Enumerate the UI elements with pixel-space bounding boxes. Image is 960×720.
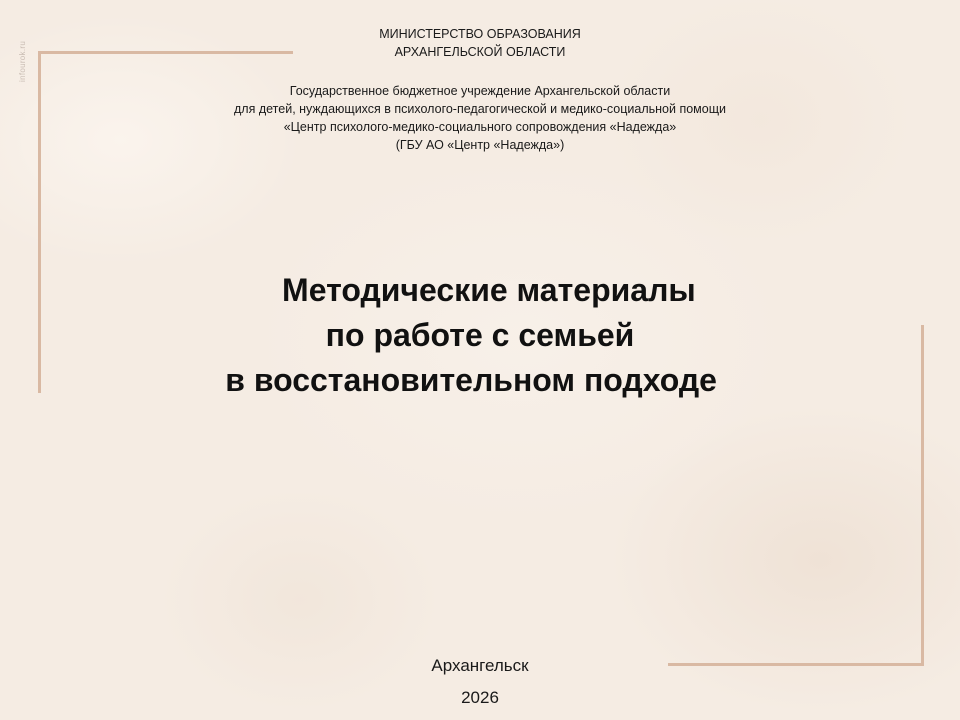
footer-block	[0, 650, 960, 714]
ministry-line-1: МИНИСТЕРСТВО ОБРАЗОВАНИЯ	[379, 27, 581, 41]
footer-city: Архангельск	[431, 656, 529, 675]
watermark: infourok.ru	[18, 40, 27, 82]
title-line-3: в восстановительном подходе	[225, 362, 735, 398]
footer-year: 2026	[461, 688, 499, 707]
title-line-2: по работе с семьей	[325, 317, 635, 353]
slide-title	[0, 268, 960, 403]
institution-line-2: для детей, нуждающихся в психолого-педагогической и медико-социальной помощи	[234, 102, 726, 116]
title-line-1: Методические материалы	[264, 272, 696, 308]
header-block	[0, 25, 960, 154]
institution-line-4: (ГБУ АО «Центр «Надежда»)	[395, 138, 565, 152]
institution-line-3: «Центр психолого-медико-социального сопровождения «Надежда»	[283, 120, 677, 134]
institution-line-1: Государственное бюджетное учреждение Архангельской области	[289, 84, 671, 98]
ministry-line-2: АРХАНГЕЛЬСКОЙ ОБЛАСТИ	[394, 45, 566, 59]
